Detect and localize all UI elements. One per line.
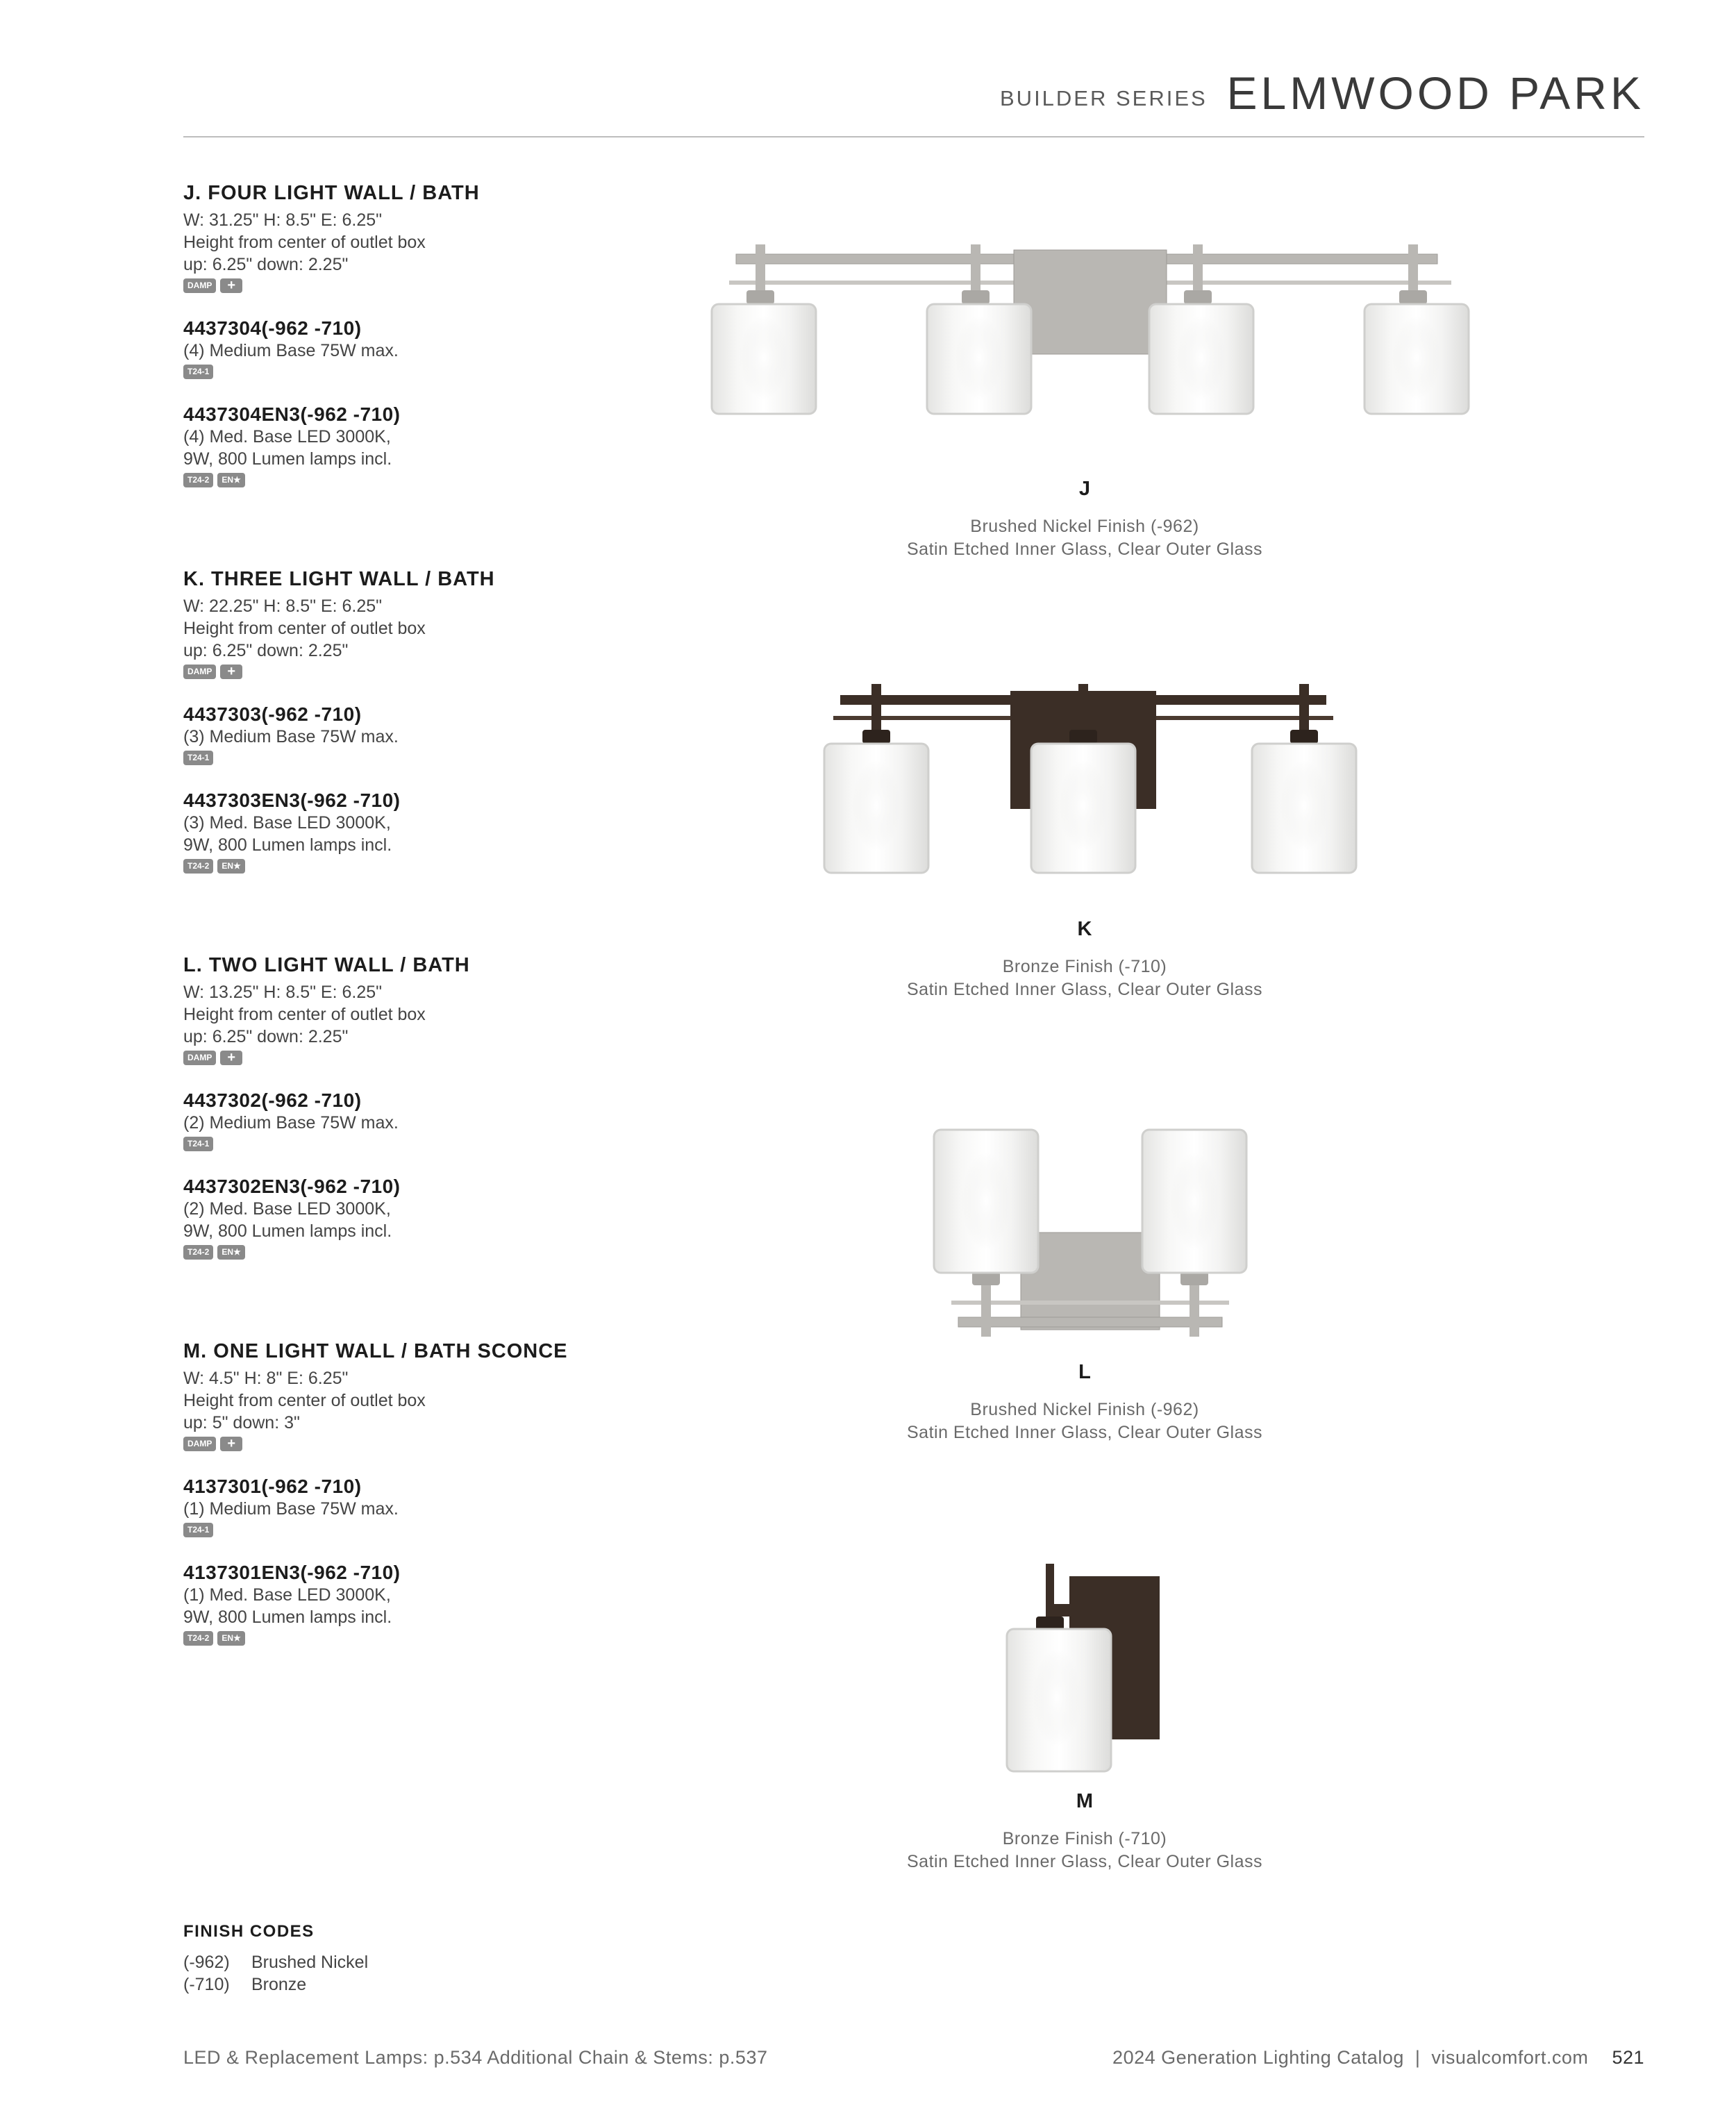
t24-badge: T24-2 [183,1631,213,1646]
product-image-m [1000,1562,1174,1778]
outlet-height-values: up: 5" down: 3" [183,1413,300,1432]
finish-code-row [183,1953,368,1973]
dimensions: W: 4.5" H: 8" E: 6.25" [183,1369,349,1388]
rating-badges [183,1437,683,1452]
energy-star-badge: EN★ [217,859,244,874]
led-part-badges [183,1245,683,1260]
part-number: 4437303(-962 -710) [183,703,362,725]
damp-badge: DAMP [183,1051,216,1065]
product-letter-k: K [1077,918,1092,940]
part-badges [183,1137,683,1152]
outlet-height-values: up: 6.25" down: 2.25" [183,255,349,274]
section-title: J. FOUR LIGHT WALL / BATH [183,182,480,204]
product-letter-j: J [1078,478,1091,500]
part-badges [183,1523,683,1538]
finish-caption-k: Bronze Finish (-710) [1002,957,1167,976]
glass-caption-l: Satin Etched Inner Glass, Clear Outer Glass [907,1423,1262,1442]
product-letter-l: L [1078,1361,1091,1383]
collection-title: ELMWOOD PARK [1226,67,1644,119]
outlet-height-values: up: 6.25" down: 2.25" [183,641,349,660]
part-number: 4437304(-962 -710) [183,317,362,339]
energy-star-badge: EN★ [217,473,244,487]
part-badges [183,751,683,766]
led-part-number: 4137301EN3(-962 -710) [183,1562,401,1583]
rating-badges [183,1051,683,1066]
catalog-credit: 2024 Generation Lighting Catalog | visualcomfort.com [1112,2047,1589,2068]
part-badges [183,365,683,380]
t24-badge: T24-2 [183,859,213,874]
led-part-number: 4437302EN3(-962 -710) [183,1176,401,1197]
finish-code: (-962) [183,1953,230,1972]
outlet-height-label: Height from center of outlet box [183,233,426,252]
spec-section-m [183,1340,683,1646]
part-description: (2) Medium Base 75W max. [183,1113,399,1133]
dimensions: W: 13.25" H: 8.5" E: 6.25" [183,983,383,1002]
led-part-description: 9W, 800 Lumen lamps incl. [183,1607,392,1627]
rating-badges [183,665,683,680]
part-number: 4437302(-962 -710) [183,1089,362,1111]
finish-code: (-710) [183,1975,230,1994]
outlet-height-label: Height from center of outlet box [183,1005,426,1024]
section-title: M. ONE LIGHT WALL / BATH SCONCE [183,1340,568,1362]
header-divider [183,136,1644,137]
finish-caption-j: Brushed Nickel Finish (-962) [970,517,1199,536]
part-description: (1) Medium Base 75W max. [183,1499,399,1519]
footer-references: LED & Replacement Lamps: p.534 Additional Chain & Stems: p.537 [183,2047,768,2068]
t24-badge: T24-1 [183,1137,213,1151]
led-part-description: (3) Med. Base LED 3000K, [183,813,391,833]
led-part-description: 9W, 800 Lumen lamps incl. [183,1221,392,1241]
page-number: 521 [1612,2047,1644,2068]
t24-badge: T24-2 [183,1245,213,1260]
led-part-badges [183,859,683,874]
dimensions: W: 22.25" H: 8.5" E: 6.25" [183,596,383,616]
finish-caption-m: Bronze Finish (-710) [1002,1829,1167,1848]
outlet-height-label: Height from center of outlet box [183,1391,426,1410]
glass-caption-j: Satin Etched Inner Glass, Clear Outer Glass [907,540,1262,559]
led-part-description: (1) Med. Base LED 3000K, [183,1585,391,1605]
glass-caption-k: Satin Etched Inner Glass, Clear Outer Glass [907,980,1262,999]
damp-badge: DAMP [183,665,216,679]
finish-code-row [183,1975,306,1995]
part-description: (4) Medium Base 75W max. [183,341,399,360]
led-part-description: 9W, 800 Lumen lamps incl. [183,835,392,855]
led-part-badges [183,1631,683,1646]
t24-badge: T24-2 [183,473,213,487]
t24-badge: T24-1 [183,365,213,379]
outlet-height-label: Height from center of outlet box [183,619,426,638]
t24-badge: T24-1 [183,751,213,765]
led-part-description: (4) Med. Base LED 3000K, [183,427,391,446]
dimensions: W: 31.25" H: 8.5" E: 6.25" [183,210,383,230]
footer-catalog [1112,2047,1644,2069]
damp-badge: DAMP [183,1437,216,1451]
part-description: (3) Medium Base 75W max. [183,727,399,746]
series-label: BUILDER SERIES [1000,86,1208,110]
t24-badge: T24-1 [183,1523,213,1537]
plus-badge-icon: + [220,1437,242,1451]
finish-codes-title: FINISH CODES [183,1922,315,1941]
led-part-description: 9W, 800 Lumen lamps incl. [183,449,392,469]
led-part-badges [183,473,683,488]
led-part-number: 4437303EN3(-962 -710) [183,790,401,811]
energy-star-badge: EN★ [217,1631,244,1646]
led-part-description: (2) Med. Base LED 3000K, [183,1199,391,1219]
spec-section-j [183,182,683,488]
glass-caption-m: Satin Etched Inner Glass, Clear Outer Glass [907,1852,1262,1871]
part-number: 4137301(-962 -710) [183,1476,362,1497]
energy-star-badge: EN★ [217,1245,244,1260]
product-letter-m: M [1076,1790,1094,1812]
finish-name: Bronze [251,1975,307,1994]
rating-badges [183,278,683,294]
plus-badge-icon: + [220,278,242,293]
section-title: L. TWO LIGHT WALL / BATH [183,954,470,976]
outlet-height-values: up: 6.25" down: 2.25" [183,1027,349,1046]
spec-section-l [183,954,683,1260]
plus-badge-icon: + [220,665,242,679]
product-image-j [708,236,1472,465]
product-image-l [917,1121,1264,1344]
finish-name: Brushed Nickel [251,1953,369,1972]
spec-section-k [183,568,683,874]
plus-badge-icon: + [220,1051,242,1065]
finish-caption-l: Brushed Nickel Finish (-962) [970,1400,1199,1419]
section-title: K. THREE LIGHT WALL / BATH [183,568,495,590]
damp-badge: DAMP [183,278,216,293]
led-part-number: 4437304EN3(-962 -710) [183,403,401,425]
product-image-k [806,677,1361,899]
